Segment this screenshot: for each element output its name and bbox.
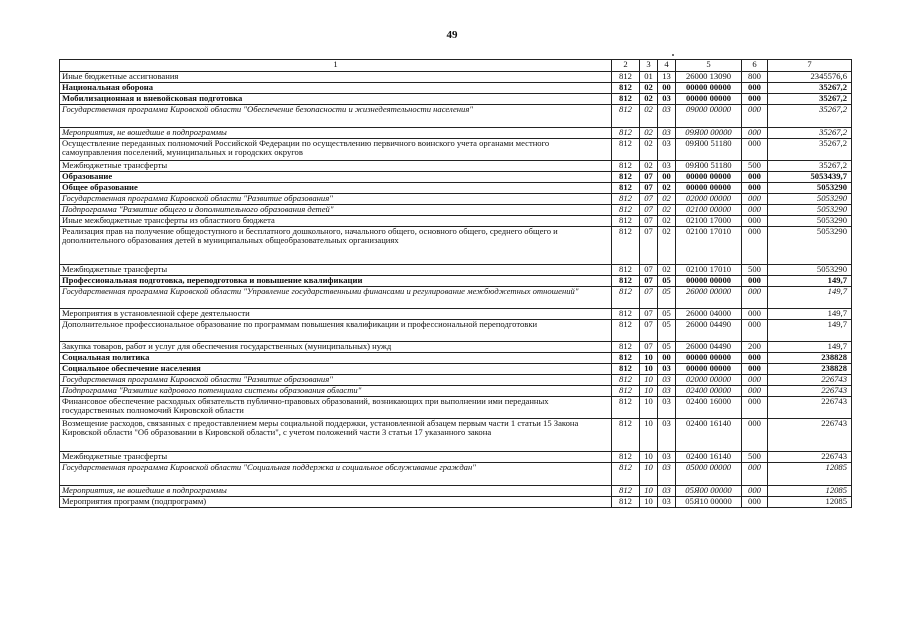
row-amount-cell: 35267,2 — [768, 139, 852, 161]
row-subsection-cell: 02 — [658, 265, 676, 276]
row-amount-cell: 149,7 — [768, 320, 852, 342]
row-expense-type-cell: 000 — [742, 419, 768, 452]
table-row — [60, 83, 852, 94]
table-row — [60, 205, 852, 216]
row-section-cell: 10 — [640, 386, 658, 397]
row-name-cell: Подпрограмма "Развитие общего и дополнительного образования детей" — [60, 205, 612, 216]
row-subsection-cell: 05 — [658, 309, 676, 320]
row-target-item-cell: 02100 00000 — [676, 205, 742, 216]
row-code-cell: 812 — [612, 452, 640, 463]
row-target-item-cell: 05Я10 00000 — [676, 497, 742, 508]
header-cell-c6: 6 — [742, 60, 768, 72]
row-amount-cell: 5053290 — [768, 265, 852, 276]
row-subsection-cell: 05 — [658, 320, 676, 342]
row-name-cell: Закупка товаров, работ и услуг для обеспечения государственных (муниципальных) нужд — [60, 342, 612, 353]
page-number: 49 — [446, 29, 458, 41]
row-name-cell: Государственная программа Кировской области "Управление государственными финансами и регулирование межбюджетных отношений" — [60, 287, 612, 309]
row-amount-cell: 5053290 — [768, 183, 852, 194]
table-row — [60, 497, 852, 508]
row-target-item-cell: 02400 16000 — [676, 397, 742, 419]
row-section-cell: 07 — [640, 227, 658, 265]
row-amount-cell: 5053290 — [768, 227, 852, 265]
row-target-item-cell: 00000 00000 — [676, 83, 742, 94]
row-name-cell: Государственная программа Кировской области "Социальная поддержка и социальное обслуживание граждан" — [60, 463, 612, 486]
table-row — [60, 397, 852, 419]
row-expense-type-cell: 000 — [742, 497, 768, 508]
row-expense-type-cell: 500 — [742, 452, 768, 463]
table-row — [60, 94, 852, 105]
row-expense-type-cell: 000 — [742, 205, 768, 216]
row-expense-type-cell: 000 — [742, 364, 768, 375]
row-code-cell: 812 — [612, 205, 640, 216]
row-name-cell: Государственная программа Кировской области "Развитие образования" — [60, 375, 612, 386]
row-subsection-cell: 03 — [658, 452, 676, 463]
row-name-cell: Межбюджетные трансферты — [60, 452, 612, 463]
row-section-cell: 10 — [640, 497, 658, 508]
row-section-cell: 02 — [640, 83, 658, 94]
row-code-cell: 812 — [612, 486, 640, 497]
row-amount-cell: 12085 — [768, 497, 852, 508]
row-target-item-cell: 00000 00000 — [676, 276, 742, 287]
row-amount-cell: 12085 — [768, 463, 852, 486]
row-name-cell: Национальная оборона — [60, 83, 612, 94]
row-name-cell: Межбюджетные трансферты — [60, 161, 612, 172]
row-subsection-cell: 03 — [658, 161, 676, 172]
row-code-cell: 812 — [612, 419, 640, 452]
row-target-item-cell: 09Я00 51180 — [676, 161, 742, 172]
row-expense-type-cell: 000 — [742, 183, 768, 194]
row-amount-cell: 5053290 — [768, 205, 852, 216]
row-expense-type-cell: 000 — [742, 375, 768, 386]
header-cell-c3: 3 — [640, 60, 658, 72]
row-code-cell: 812 — [612, 276, 640, 287]
row-expense-type-cell: 000 — [742, 105, 768, 128]
row-code-cell: 812 — [612, 320, 640, 342]
row-subsection-cell: 03 — [658, 364, 676, 375]
row-section-cell: 10 — [640, 463, 658, 486]
row-expense-type-cell: 000 — [742, 227, 768, 265]
row-section-cell: 07 — [640, 287, 658, 309]
row-code-cell: 812 — [612, 139, 640, 161]
table-row — [60, 309, 852, 320]
header-cell-name: 1 — [60, 60, 612, 72]
row-code-cell: 812 — [612, 397, 640, 419]
row-subsection-cell: 03 — [658, 128, 676, 139]
table-row — [60, 183, 852, 194]
row-amount-cell: 35267,2 — [768, 83, 852, 94]
row-code-cell: 812 — [612, 105, 640, 128]
row-code-cell: 812 — [612, 227, 640, 265]
row-code-cell: 812 — [612, 83, 640, 94]
row-section-cell: 10 — [640, 486, 658, 497]
row-code-cell: 812 — [612, 342, 640, 353]
row-amount-cell: 238828 — [768, 364, 852, 375]
row-amount-cell: 226743 — [768, 397, 852, 419]
row-section-cell: 07 — [640, 342, 658, 353]
row-expense-type-cell: 000 — [742, 287, 768, 309]
row-target-item-cell: 02400 00000 — [676, 386, 742, 397]
row-target-item-cell: 02100 17010 — [676, 227, 742, 265]
row-amount-cell: 149,7 — [768, 287, 852, 309]
scan-artifact — [672, 54, 674, 56]
row-expense-type-cell: 800 — [742, 72, 768, 83]
row-section-cell: 02 — [640, 94, 658, 105]
row-name-cell: Осуществление переданных полномочий Российской Федерации по осуществлению первичного воинского учета органами местного самоуправления поселений, муниципальных и городских округов — [60, 139, 612, 161]
row-amount-cell: 2345576,6 — [768, 72, 852, 83]
row-subsection-cell: 05 — [658, 342, 676, 353]
row-expense-type-cell: 000 — [742, 320, 768, 342]
row-expense-type-cell: 200 — [742, 342, 768, 353]
row-section-cell: 10 — [640, 375, 658, 386]
row-amount-cell: 5053439,7 — [768, 172, 852, 183]
row-expense-type-cell: 000 — [742, 353, 768, 364]
row-subsection-cell: 03 — [658, 94, 676, 105]
row-expense-type-cell: 000 — [742, 128, 768, 139]
row-section-cell: 10 — [640, 397, 658, 419]
row-name-cell: Дополнительное профессиональное образование по программам повышения квалификации и профессиональной переподготовки — [60, 320, 612, 342]
row-code-cell: 812 — [612, 128, 640, 139]
row-code-cell: 812 — [612, 497, 640, 508]
row-subsection-cell: 05 — [658, 287, 676, 309]
row-name-cell: Мероприятия, не вошедшие в подпрограммы — [60, 486, 612, 497]
row-code-cell: 812 — [612, 172, 640, 183]
table-row — [60, 72, 852, 83]
row-subsection-cell: 02 — [658, 216, 676, 227]
row-section-cell: 07 — [640, 309, 658, 320]
row-amount-cell: 226743 — [768, 419, 852, 452]
header-cell-c2: 2 — [612, 60, 640, 72]
row-code-cell: 812 — [612, 287, 640, 309]
table-row — [60, 452, 852, 463]
table-row — [60, 139, 852, 161]
row-subsection-cell: 03 — [658, 463, 676, 486]
table-row — [60, 265, 852, 276]
row-section-cell: 10 — [640, 419, 658, 452]
row-code-cell: 812 — [612, 161, 640, 172]
row-name-cell: Государственная программа Кировской области "Обеспечение безопасности и жизнедеятельности населения" — [60, 105, 612, 128]
row-section-cell: 10 — [640, 364, 658, 375]
row-code-cell: 812 — [612, 364, 640, 375]
row-amount-cell: 12085 — [768, 486, 852, 497]
row-section-cell: 01 — [640, 72, 658, 83]
table-row — [60, 342, 852, 353]
row-subsection-cell: 03 — [658, 497, 676, 508]
row-name-cell: Общее образование — [60, 183, 612, 194]
row-section-cell: 07 — [640, 183, 658, 194]
row-target-item-cell: 26000 00000 — [676, 287, 742, 309]
row-section-cell: 07 — [640, 194, 658, 205]
table-row — [60, 287, 852, 309]
row-name-cell: Мероприятия в установленной сфере деятельности — [60, 309, 612, 320]
row-subsection-cell: 03 — [658, 419, 676, 452]
table-row — [60, 364, 852, 375]
row-amount-cell: 35267,2 — [768, 105, 852, 128]
row-target-item-cell: 02000 00000 — [676, 375, 742, 386]
header-row — [60, 60, 852, 72]
row-target-item-cell: 02000 00000 — [676, 194, 742, 205]
row-expense-type-cell: 500 — [742, 265, 768, 276]
row-expense-type-cell: 000 — [742, 194, 768, 205]
row-subsection-cell: 00 — [658, 353, 676, 364]
row-expense-type-cell: 500 — [742, 161, 768, 172]
row-name-cell: Иные бюджетные ассигнования — [60, 72, 612, 83]
row-subsection-cell: 02 — [658, 205, 676, 216]
row-target-item-cell: 09Я00 51180 — [676, 139, 742, 161]
row-target-item-cell: 05Я00 00000 — [676, 486, 742, 497]
row-expense-type-cell: 000 — [742, 309, 768, 320]
row-target-item-cell: 02100 17010 — [676, 265, 742, 276]
row-subsection-cell: 03 — [658, 386, 676, 397]
row-expense-type-cell: 000 — [742, 94, 768, 105]
row-code-cell: 812 — [612, 265, 640, 276]
row-name-cell: Социальная политика — [60, 353, 612, 364]
row-amount-cell: 149,7 — [768, 276, 852, 287]
row-expense-type-cell: 000 — [742, 386, 768, 397]
row-amount-cell: 35267,2 — [768, 128, 852, 139]
row-subsection-cell: 02 — [658, 194, 676, 205]
row-amount-cell: 5053290 — [768, 216, 852, 227]
row-expense-type-cell: 000 — [742, 486, 768, 497]
header-cell-c7: 7 — [768, 60, 852, 72]
table-row — [60, 375, 852, 386]
row-target-item-cell: 09Я00 00000 — [676, 128, 742, 139]
table-row — [60, 419, 852, 452]
row-name-cell: Мобилизационная и вневойсковая подготовка — [60, 94, 612, 105]
header-cell-c4: 4 — [658, 60, 676, 72]
row-code-cell: 812 — [612, 72, 640, 83]
header-cell-c5: 5 — [676, 60, 742, 72]
row-code-cell: 812 — [612, 216, 640, 227]
row-section-cell: 02 — [640, 105, 658, 128]
table-row — [60, 386, 852, 397]
row-target-item-cell: 26000 13090 — [676, 72, 742, 83]
row-name-cell: Возмещение расходов, связанных с предоставлением меры социальной поддержки, установленной абзацем первым части 1 статьи 15 Закона Кировской области "Об образовании в Кировской области", с учетом положений части 3 статьи 17 указанного закона — [60, 419, 612, 452]
row-amount-cell: 5053290 — [768, 194, 852, 205]
row-section-cell: 07 — [640, 205, 658, 216]
row-target-item-cell: 02400 16140 — [676, 452, 742, 463]
row-expense-type-cell: 000 — [742, 172, 768, 183]
row-section-cell: 02 — [640, 128, 658, 139]
row-subsection-cell: 02 — [658, 183, 676, 194]
row-name-cell: Подпрограмма "Развитие кадрового потенциала системы образования области" — [60, 386, 612, 397]
row-subsection-cell: 03 — [658, 375, 676, 386]
row-section-cell: 07 — [640, 276, 658, 287]
row-amount-cell: 149,7 — [768, 342, 852, 353]
row-subsection-cell: 02 — [658, 227, 676, 265]
budget-table — [59, 59, 852, 508]
row-subsection-cell: 13 — [658, 72, 676, 83]
row-name-cell: Государственная программа Кировской области "Развитие образования" — [60, 194, 612, 205]
row-name-cell: Социальное обеспечение населения — [60, 364, 612, 375]
row-expense-type-cell: 000 — [742, 397, 768, 419]
row-code-cell: 812 — [612, 94, 640, 105]
table-body — [60, 60, 852, 508]
row-expense-type-cell: 000 — [742, 463, 768, 486]
row-amount-cell: 226743 — [768, 375, 852, 386]
row-section-cell: 10 — [640, 452, 658, 463]
table-row — [60, 320, 852, 342]
row-amount-cell: 226743 — [768, 452, 852, 463]
row-name-cell: Мероприятия программ (подпрограмм) — [60, 497, 612, 508]
table-row — [60, 276, 852, 287]
row-amount-cell: 226743 — [768, 386, 852, 397]
row-expense-type-cell: 000 — [742, 139, 768, 161]
row-target-item-cell: 09000 00000 — [676, 105, 742, 128]
row-subsection-cell: 00 — [658, 83, 676, 94]
row-target-item-cell: 00000 00000 — [676, 183, 742, 194]
table-row — [60, 194, 852, 205]
row-subsection-cell: 03 — [658, 486, 676, 497]
row-section-cell: 02 — [640, 139, 658, 161]
row-name-cell: Мероприятия, не вошедшие в подпрограммы — [60, 128, 612, 139]
row-code-cell: 812 — [612, 183, 640, 194]
row-target-item-cell: 05000 00000 — [676, 463, 742, 486]
row-subsection-cell: 03 — [658, 105, 676, 128]
table-row — [60, 128, 852, 139]
row-code-cell: 812 — [612, 375, 640, 386]
row-subsection-cell: 00 — [658, 172, 676, 183]
row-name-cell: Межбюджетные трансферты — [60, 265, 612, 276]
row-amount-cell: 149,7 — [768, 309, 852, 320]
table-row — [60, 105, 852, 128]
row-target-item-cell: 00000 00000 — [676, 353, 742, 364]
row-section-cell: 02 — [640, 161, 658, 172]
row-section-cell: 10 — [640, 353, 658, 364]
row-amount-cell: 35267,2 — [768, 94, 852, 105]
row-expense-type-cell: 000 — [742, 216, 768, 227]
row-target-item-cell: 00000 00000 — [676, 94, 742, 105]
row-expense-type-cell: 000 — [742, 83, 768, 94]
row-name-cell: Образование — [60, 172, 612, 183]
table-row — [60, 216, 852, 227]
row-amount-cell: 238828 — [768, 353, 852, 364]
table-row — [60, 227, 852, 265]
row-code-cell: 812 — [612, 386, 640, 397]
row-subsection-cell: 03 — [658, 397, 676, 419]
table-row — [60, 463, 852, 486]
row-name-cell: Профессиональная подготовка, переподготовка и повышение квалификации — [60, 276, 612, 287]
row-name-cell: Реализация прав на получение общедоступного и бесплатного дошкольного, начального общего, основного общего, среднего общего и дополнительного образования детей в муниципальных общеобразовательных организациях — [60, 227, 612, 265]
row-subsection-cell: 05 — [658, 276, 676, 287]
row-code-cell: 812 — [612, 309, 640, 320]
row-target-item-cell: 00000 00000 — [676, 364, 742, 375]
row-section-cell: 07 — [640, 216, 658, 227]
row-code-cell: 812 — [612, 353, 640, 364]
row-code-cell: 812 — [612, 463, 640, 486]
row-code-cell: 812 — [612, 194, 640, 205]
table-row — [60, 172, 852, 183]
table-row — [60, 161, 852, 172]
table-row — [60, 486, 852, 497]
row-target-item-cell: 00000 00000 — [676, 172, 742, 183]
row-expense-type-cell: 000 — [742, 276, 768, 287]
row-name-cell: Финансовое обеспечение расходных обязательств публично-правовых образований, возникающих при выполнении ими переданных государственных полномочий Кировской области — [60, 397, 612, 419]
row-target-item-cell: 26000 04000 — [676, 309, 742, 320]
row-section-cell: 07 — [640, 320, 658, 342]
row-target-item-cell: 26000 04490 — [676, 320, 742, 342]
table-row — [60, 353, 852, 364]
row-name-cell: Иные межбюджетные трансферты из областного бюджета — [60, 216, 612, 227]
row-target-item-cell: 26000 04490 — [676, 342, 742, 353]
row-amount-cell: 35267,2 — [768, 161, 852, 172]
row-subsection-cell: 03 — [658, 139, 676, 161]
row-target-item-cell: 02400 16140 — [676, 419, 742, 452]
row-section-cell: 07 — [640, 172, 658, 183]
row-target-item-cell: 02100 17000 — [676, 216, 742, 227]
row-section-cell: 07 — [640, 265, 658, 276]
